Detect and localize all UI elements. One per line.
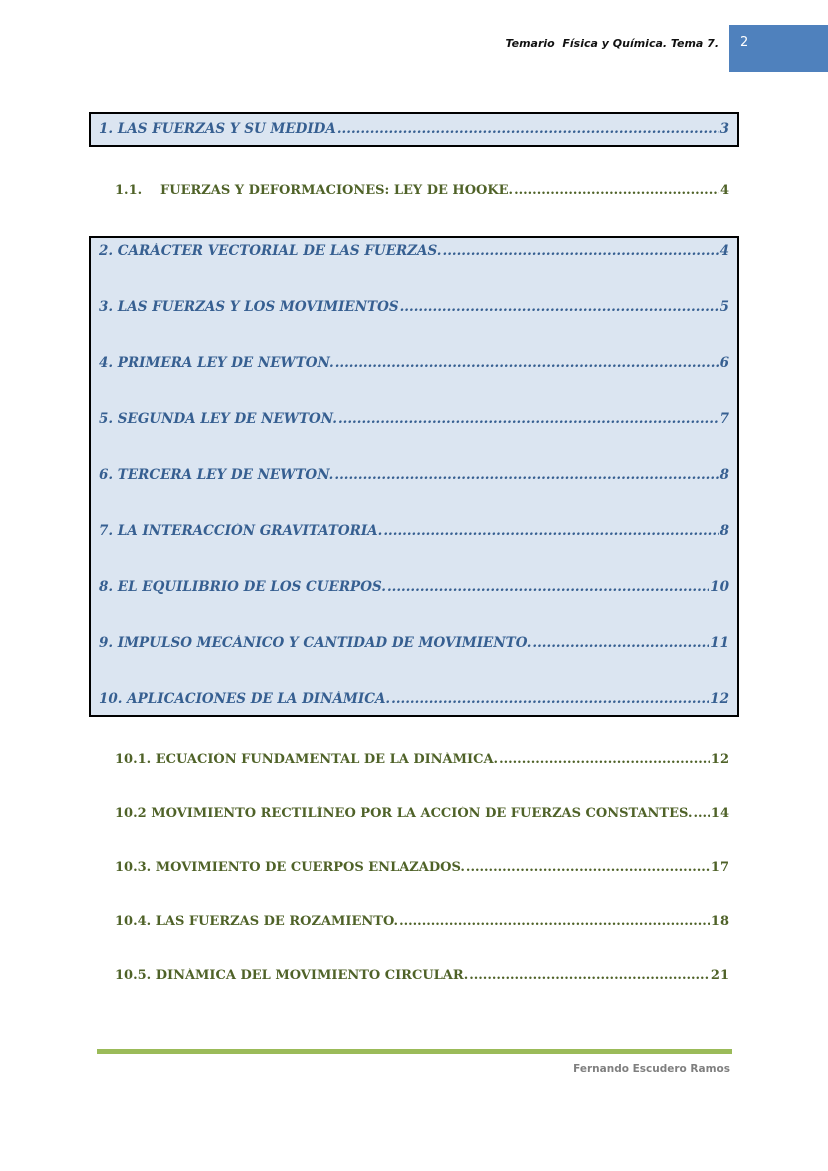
toc-entry[interactable] <box>99 523 729 539</box>
toc-entry[interactable] <box>99 411 729 427</box>
toc-subentry[interactable] <box>115 806 729 821</box>
toc-entry-label: 5. SEGUNDA LEY DE NEWTON. <box>99 411 337 427</box>
toc-leader-dots <box>399 914 710 929</box>
toc-entry-label: 7. LA INTERACCIÓN GRAVITATORIA. <box>99 523 383 539</box>
toc-entry-label: 10.5. DINÁMICA DEL MOVIMIENTO CIRCULAR. <box>115 968 469 983</box>
toc-leader-dots <box>387 579 709 595</box>
toc-entry[interactable] <box>99 579 729 595</box>
toc-entry-page: 18 <box>710 914 729 929</box>
toc-entry-label: 10.3. MOVIMIENTO DE CUERPOS ENLAZADOS. <box>115 860 465 875</box>
toc-entry-page: 8 <box>719 467 729 483</box>
toc-entry-label: 6. TERCERA LEY DE NEWTON. <box>99 467 334 483</box>
toc-entry-page: 5 <box>719 299 729 315</box>
toc-entry-label: 4. PRIMERA LEY DE NEWTON. <box>99 355 334 371</box>
toc-leader-dots <box>338 411 719 427</box>
toc-entry[interactable] <box>99 121 729 137</box>
toc-leader-dots <box>383 523 718 539</box>
toc-entry-label: 1. LAS FUERZAS Y SU MEDIDA <box>99 121 336 137</box>
toc-subentry[interactable] <box>115 968 729 983</box>
toc-leader-dots <box>337 121 719 137</box>
toc-entry-label: 10.1. ECUACIÓN FUNDAMENTAL DE LA DINÁMICA. <box>115 752 499 767</box>
toc-leader-dots <box>466 860 710 875</box>
toc-entry-page: 11 <box>710 635 729 651</box>
toc-leader-dots <box>443 243 719 259</box>
toc-subentry[interactable] <box>115 183 729 198</box>
toc-entry-label: FUERZAS Y DEFORMACIONES: LEY DE HOOKE. <box>160 183 514 198</box>
toc-leader-dots <box>334 467 718 483</box>
toc-entry-page: 12 <box>710 752 729 767</box>
toc-entry-label: 3. LAS FUERZAS Y LOS MOVIMIENTOS <box>99 299 399 315</box>
toc-entry-page: 8 <box>719 523 729 539</box>
footer-divider <box>97 1049 732 1054</box>
toc-entry-label: 10.2 MOVIMIENTO RECTILÍNEO POR LA ACCIÓN DE FUERZAS CONSTANTES. <box>115 806 693 821</box>
toc-leader-dots <box>391 691 709 707</box>
footer-author: Fernando Escudero Ramos <box>573 1063 730 1075</box>
toc-subentry[interactable] <box>115 914 729 929</box>
toc-entry-label: 10.4. LAS FUERZAS DE ROZAMIENTO. <box>115 914 399 929</box>
toc-entry[interactable] <box>99 467 729 483</box>
toc-leader-dots <box>532 635 709 651</box>
toc-leader-dots <box>693 806 709 821</box>
toc-entry-page: 4 <box>719 183 729 198</box>
page-number: 2 <box>740 35 749 50</box>
toc-entry-number: 1.1. <box>115 183 143 198</box>
toc-subentry[interactable] <box>115 752 729 767</box>
toc-leader-dots <box>514 183 719 198</box>
toc-entry-page: 7 <box>719 411 729 427</box>
header-title: Temario Física y Química. Tema 7. <box>505 37 719 50</box>
toc-entry[interactable] <box>99 635 729 651</box>
toc-entry-page: 10 <box>710 579 729 595</box>
toc-leader-dots <box>335 355 719 371</box>
toc-entry-label: 9. IMPULSO MECÁNICO Y CANTIDAD DE MOVIMIENTO. <box>99 635 532 651</box>
toc-entry-page: 21 <box>710 968 729 983</box>
toc-entry-label: 2. CARÁCTER VECTORIAL DE LAS FUERZAS. <box>99 243 442 259</box>
toc-entry-page: 14 <box>710 806 729 821</box>
toc-leader-dots <box>469 968 710 983</box>
toc-entry-label: 10. APLICACIONES DE LA DINÁMICA. <box>99 691 391 707</box>
toc-entry-page: 4 <box>719 243 729 259</box>
toc-entry-page: 17 <box>710 860 729 875</box>
toc-leader-dots <box>400 299 719 315</box>
toc-entry[interactable] <box>99 243 729 259</box>
toc-entry-page: 6 <box>719 355 729 371</box>
toc-entry[interactable] <box>99 355 729 371</box>
toc-subentry[interactable] <box>115 860 729 875</box>
toc-entry[interactable] <box>99 299 729 315</box>
toc-leader-dots <box>499 752 710 767</box>
toc-entry-label: 8. EL EQUILIBRIO DE LOS CUERPOS. <box>99 579 386 595</box>
toc-entry[interactable] <box>99 691 729 707</box>
page-number-badge <box>729 25 828 72</box>
toc-entry-page: 3 <box>719 121 729 137</box>
toc-entry-page: 12 <box>710 691 729 707</box>
